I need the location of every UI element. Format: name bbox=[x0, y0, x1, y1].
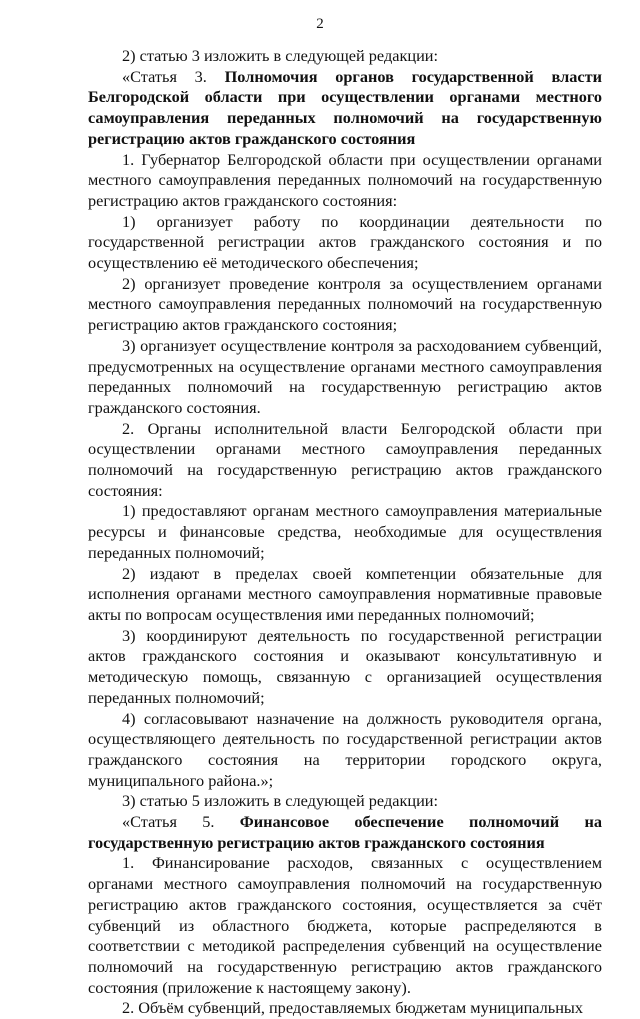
page-number: 2 bbox=[316, 16, 324, 32]
article-3-title: Полномочия органов государственной власти Белгородской области при осуществлении органами местного самоуправления переданных полномочий на государственную регистрацию актов гражданского состояния bbox=[88, 66, 602, 148]
article-3-prefix: «Статья 3. bbox=[122, 66, 225, 86]
list-item-executive-2: 2) издают в пределах своей компетенции обязательные для исполнения органами местного самоуправления нормативные правовые акты по вопросам осуществления ими переданных полномочий; bbox=[88, 563, 602, 624]
article-5-prefix: «Статья 5. bbox=[122, 812, 240, 832]
paragraph-governor-powers: 1. Губернатор Белгородской области при осуществлении органами местного самоуправления переданных полномочий на государственную регистрацию актов гражданского состояния: bbox=[88, 149, 602, 210]
paragraph-financing: 1. Финансирование расходов, связанных с осуществлением органами местного самоуправления полномочий на государственную регистрацию актов гражданского состояния, осуществляется за счёт субвенций из областного бюджета, которые распределяются в соответствии с методикой распределения субвенций на осуществление полномочий на государственную регистрацию актов гражданского состояния (приложение к настоящему закону). bbox=[88, 853, 602, 997]
list-item-executive-3: 3) координируют деятельность по государственной регистрации актов гражданского состояния и оказывают консультативную и методическую помощь, связанную с организацией осуществления переданных полномочий; bbox=[88, 625, 602, 707]
list-item-governor-2: 2) организует проведение контроля за осуществлением органами местного самоуправления переданных полномочий на государственную регистрацию актов гражданского состояния; bbox=[88, 273, 602, 335]
list-item-governor-1: 1) организует работу по координации деятельности по государственной регистрации актов гражданского состояния и по осуществлению её методического обеспечения; bbox=[88, 211, 602, 273]
paragraph-amend-article-5: 3) статью 5 изложить в следующей редакции: bbox=[122, 791, 439, 811]
list-item-executive-4: 4) согласовывают назначение на должность руководителя органа, осуществляющего деятельность по государственной регистрации актов гражданского состояния на территории городского округа, муниципального района.»; bbox=[88, 708, 602, 790]
article-5-heading bbox=[88, 812, 602, 853]
document-body bbox=[88, 46, 602, 1019]
paragraph-amend-article-3: 2) статью 3 изложить в следующей редакции: bbox=[122, 46, 439, 65]
list-item-governor-3: 3) организует осуществление контроля за расходованием субвенций, предусмотренных на осуществление органами местного самоуправления переданных полномочий на государственную регистрацию актов гражданского состояния. bbox=[88, 335, 602, 417]
article-5-title: Финансовое обеспечение полномочий на государственную регистрацию актов гражданского состояния bbox=[88, 812, 602, 852]
paragraph-subventions-volume: 2. Объём субвенций, предоставляемых бюджетам муниципальных bbox=[122, 998, 583, 1018]
article-3-heading bbox=[88, 67, 602, 150]
list-item-executive-1: 1) предоставляют органам местного самоуправления материальные ресурсы и финансовые средства, необходимые для осуществления переданных полномочий; bbox=[88, 501, 602, 562]
paragraph-executive-bodies: 2. Органы исполнительной власти Белгородской области при осуществлении органами местного самоуправления переданных полномочий на государственную регистрацию актов гражданского состояния: bbox=[88, 418, 602, 500]
